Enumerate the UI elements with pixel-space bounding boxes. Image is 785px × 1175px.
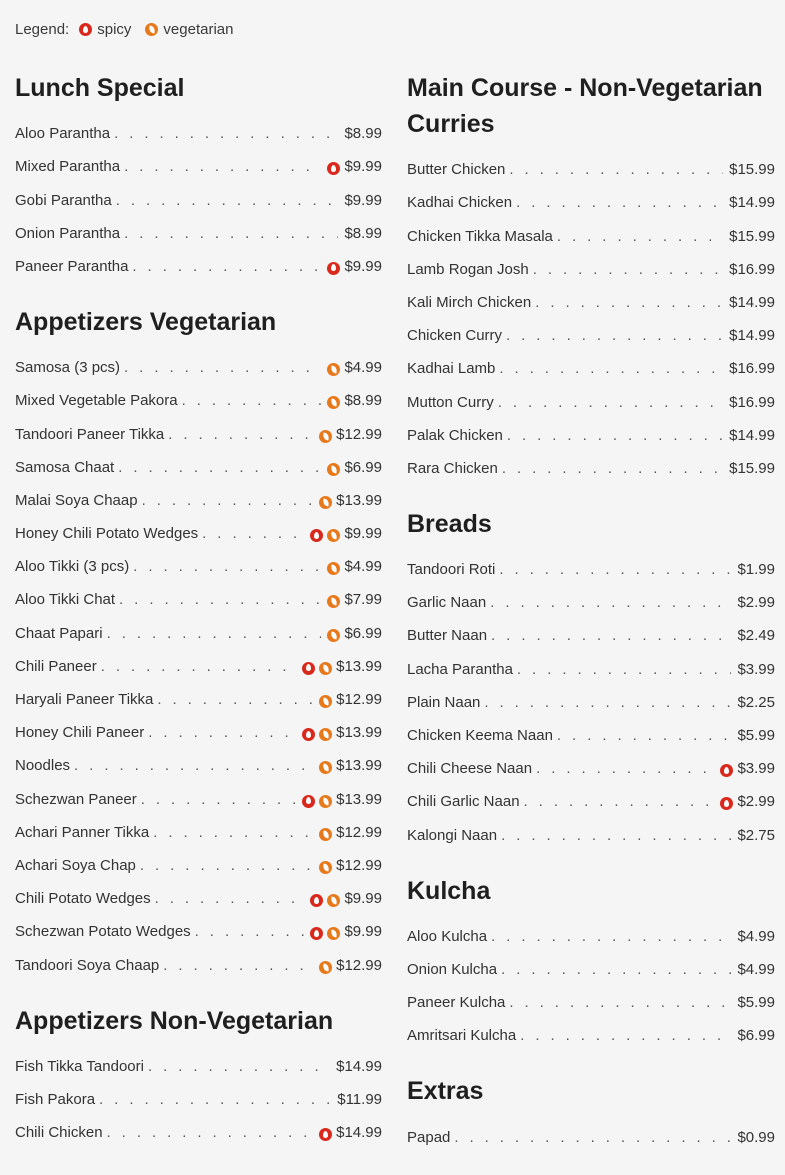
menu-item-name: Tandoori Roti	[407, 561, 496, 579]
menu-item-icons	[315, 430, 332, 450]
menu-item-name: Aloo Tikki (3 pcs)	[15, 558, 130, 576]
dot-leader	[535, 294, 723, 318]
menu-item-name: Haryali Paneer Tikka	[15, 691, 154, 708]
dot-leader	[99, 1091, 331, 1115]
dot-leader	[148, 724, 296, 748]
menu-item-icons	[323, 629, 340, 649]
menu-item	[15, 116, 382, 149]
menu-item-name: Chili Paneer	[15, 657, 97, 675]
menu-item	[15, 848, 382, 881]
vegetarian-leaf-icon	[319, 496, 332, 509]
menu-item-name: Chaat Papari	[15, 624, 103, 642]
menu-item	[407, 817, 775, 850]
menu-item-price: $0.99	[737, 1128, 775, 1146]
menu-item	[15, 383, 382, 416]
menu-item-price: $12.99	[336, 956, 382, 974]
menu-item	[15, 947, 382, 980]
menu-item	[407, 351, 775, 384]
menu-item-price: $16.99	[729, 393, 775, 411]
menu-item-price: $16.99	[729, 360, 775, 378]
menu-item-icons	[315, 828, 332, 848]
menu-item-price: $9.99	[344, 923, 382, 941]
menu-item	[407, 618, 775, 651]
dot-leader	[499, 561, 731, 585]
menu-item-price: $7.99	[344, 591, 382, 609]
menu-section-lunch-special	[15, 70, 382, 282]
dot-leader	[101, 658, 296, 682]
vegetarian-leaf-icon	[327, 595, 340, 608]
menu-item-price: $6.99	[344, 458, 382, 476]
menu-item	[15, 516, 382, 549]
menu-item-name: Mixed Parantha	[15, 158, 121, 176]
menu-section-breads	[407, 506, 775, 851]
dot-leader	[517, 661, 732, 685]
menu-item-name: Achari Panner Tikka	[15, 823, 150, 841]
dot-leader	[124, 225, 338, 249]
menu-item	[407, 651, 775, 684]
menu-item-name: Samosa Chaat	[15, 458, 115, 476]
menu-item-price: $8.99	[344, 224, 382, 242]
menu-item-price: $13.99	[336, 724, 382, 742]
menu-item-price: $1.99	[737, 561, 775, 579]
spicy-flame-icon	[302, 662, 315, 675]
menu-item	[15, 881, 382, 914]
menu-item-name: Fish Pakora	[15, 1090, 96, 1108]
menu-item-price: $2.25	[737, 693, 775, 711]
menu-item	[407, 252, 775, 285]
legend-spicy-label: spicy	[97, 21, 132, 38]
menu-item-price: $16.99	[729, 260, 775, 278]
section-title: Appetizers Vegetarian	[15, 307, 277, 336]
vegetarian-leaf-icon	[327, 529, 340, 542]
menu-item	[407, 751, 775, 784]
spicy-flame-icon	[720, 797, 733, 810]
menu-section-appetizers-non-vegetarian	[15, 1003, 382, 1149]
dot-leader	[168, 426, 313, 450]
menu-item-name: Chili Cheese Naan	[407, 760, 533, 778]
section-title: Appetizers Non-Vegetarian	[15, 1006, 334, 1035]
menu-item-name: Paneer Kulcha	[407, 994, 506, 1012]
legend-vegetarian-label: vegetarian	[163, 21, 234, 38]
menu-item-name: Chili Chicken	[15, 1124, 103, 1142]
dot-leader	[501, 961, 731, 985]
menu-item-name: Lacha Parantha	[407, 660, 513, 678]
menu-item	[407, 784, 775, 817]
dot-leader	[107, 1124, 314, 1148]
vegetarian-leaf-icon	[319, 761, 332, 774]
menu-item-name: Mixed Vegetable Pakora	[15, 392, 178, 410]
menu-item-price: $2.75	[737, 826, 775, 844]
menu-item	[15, 615, 382, 648]
menu-item-name: Chicken Keema Naan	[407, 727, 553, 744]
menu-item-icons	[323, 595, 340, 615]
menu-item	[15, 649, 382, 682]
vegetarian-leaf-icon	[327, 629, 340, 642]
menu-item	[407, 1119, 775, 1152]
dot-leader	[507, 427, 723, 451]
vegetarian-leaf-icon	[327, 363, 340, 376]
vegetarian-leaf-icon	[327, 927, 340, 940]
dot-leader	[533, 261, 723, 285]
menu-item	[407, 919, 775, 952]
menu-item-price: $3.99	[737, 760, 775, 778]
menu-item-icons	[306, 927, 340, 947]
menu-item-name: Chicken Tikka Masala	[407, 227, 553, 245]
menu-item	[407, 585, 775, 618]
menu-item	[407, 285, 775, 318]
menu-item-name: Aloo Tikki Chat	[15, 591, 116, 609]
dot-leader	[501, 827, 731, 851]
dot-leader	[491, 928, 731, 952]
menu-item-price: $9.99	[344, 890, 382, 908]
dot-leader	[506, 327, 723, 351]
dot-leader	[133, 558, 321, 582]
menu-item-icons	[323, 262, 340, 282]
menu-item-name: Chicken Curry	[407, 327, 503, 345]
menu-item-price: $5.99	[737, 727, 775, 744]
menu-item	[407, 451, 775, 484]
menu-item-price: $9.99	[344, 191, 382, 209]
menu-item-icons	[323, 363, 340, 383]
menu-item-price: $9.99	[344, 257, 382, 275]
dot-leader	[195, 923, 305, 947]
dot-leader	[124, 158, 321, 182]
dot-leader	[509, 994, 731, 1018]
menu-item-name: Tandoori Soya Chaap	[15, 956, 160, 974]
menu-item-name: Noodles	[15, 757, 71, 775]
menu-item-icons	[315, 961, 332, 981]
menu-item-icons	[315, 861, 332, 881]
menu-item-name: Achari Soya Chap	[15, 856, 136, 874]
menu-item	[407, 185, 775, 218]
menu-item-name: Kalongi Naan	[407, 826, 498, 844]
vegetarian-leaf-icon	[327, 562, 340, 575]
dot-leader	[499, 360, 723, 384]
menu-item-price: $13.99	[336, 657, 382, 675]
menu-item-name: Plain Naan	[407, 693, 481, 711]
menu-item	[407, 152, 775, 185]
vegetarian-leaf-icon	[327, 894, 340, 907]
dot-leader	[116, 192, 339, 216]
menu-item-icons	[315, 496, 332, 516]
menu-item	[15, 182, 382, 215]
menu-item-price: $14.99	[729, 293, 775, 311]
menu-item-price: $13.99	[336, 491, 382, 509]
menu-item	[407, 1018, 775, 1051]
menu-item	[15, 483, 382, 516]
menu-item-name: Papad	[407, 1128, 451, 1146]
vegetarian-leaf-icon	[145, 23, 158, 36]
legend-label: Legend:	[15, 21, 70, 38]
menu-item-name: Fish Tikka Tandoori	[15, 1057, 144, 1075]
vegetarian-leaf-icon	[319, 728, 332, 741]
menu-item-price: $15.99	[729, 227, 775, 245]
menu-item	[407, 985, 775, 1018]
menu-item-icons	[315, 1128, 332, 1148]
menu-item	[15, 748, 382, 781]
dot-leader	[490, 594, 731, 618]
menu-item	[15, 715, 382, 748]
menu-item-name: Samosa (3 pcs)	[15, 359, 121, 377]
menu-item-name: Lamb Rogan Josh	[407, 260, 529, 278]
menu-item-price: $15.99	[729, 161, 775, 179]
legend-spicy	[79, 21, 131, 38]
menu-item-name: Paneer Parantha	[15, 257, 129, 275]
menu-item	[407, 552, 775, 585]
vegetarian-leaf-icon	[319, 961, 332, 974]
menu-item-name: Onion Kulcha	[407, 960, 498, 978]
menu-item	[15, 450, 382, 483]
legend-vegetarian	[145, 21, 233, 38]
menu-column-left	[15, 70, 382, 1170]
menu-item	[15, 1115, 382, 1148]
dot-leader	[509, 161, 723, 185]
menu-item	[407, 685, 775, 718]
menu-item	[15, 149, 382, 182]
menu-item	[15, 416, 382, 449]
spicy-flame-icon	[310, 927, 323, 940]
menu-item-price: $9.99	[344, 525, 382, 543]
menu-item-price: $4.99	[344, 359, 382, 377]
menu-item	[15, 682, 382, 715]
menu-item-icons	[716, 764, 733, 784]
menu-section-extras	[407, 1073, 775, 1152]
dot-leader	[557, 228, 723, 252]
menu-item-name: Chili Potato Wedges	[15, 890, 151, 908]
menu-item-price: $14.99	[336, 1057, 382, 1075]
vegetarian-leaf-icon	[319, 795, 332, 808]
menu-item-name: Malai Soya Chaap	[15, 491, 138, 509]
menu-item-name: Butter Naan	[407, 627, 488, 645]
menu-item-price: $5.99	[737, 994, 775, 1012]
menu-item-name: Chili Garlic Naan	[407, 793, 520, 811]
dot-leader	[157, 691, 313, 715]
menu-item-name: Schezwan Paneer	[15, 790, 137, 808]
menu-item-name: Schezwan Potato Wedges	[15, 923, 191, 941]
menu-item-icons	[323, 162, 340, 182]
menu-item	[15, 350, 382, 383]
menu-item-name: Kadhai Chicken	[407, 194, 513, 212]
menu-item-name: Kali Mirch Chicken	[407, 293, 532, 311]
dot-leader	[155, 890, 305, 914]
menu-item-name: Onion Parantha	[15, 224, 121, 242]
vegetarian-leaf-icon	[327, 463, 340, 476]
menu-item	[15, 582, 382, 615]
section-title: Breads	[407, 509, 492, 538]
section-title: Lunch Special	[15, 74, 185, 102]
menu-item	[15, 216, 382, 249]
menu-item	[407, 418, 775, 451]
menu-item-price: $2.49	[737, 627, 775, 645]
menu-item-name: Gobi Parantha	[15, 191, 112, 209]
dot-leader	[520, 1027, 731, 1051]
menu-item	[15, 914, 382, 947]
menu-item-icons	[315, 761, 332, 781]
menu-item-price: $14.99	[336, 1124, 382, 1142]
menu-item	[407, 384, 775, 417]
menu-section-main-course-non-vegetarian-curries	[407, 70, 775, 484]
spicy-flame-icon	[302, 728, 315, 741]
menu-item-price: $3.99	[737, 660, 775, 678]
menu-item-price: $12.99	[336, 856, 382, 874]
menu-item	[15, 1082, 382, 1115]
menu-item-icons	[306, 894, 340, 914]
menu-item	[407, 318, 775, 351]
menu-item-price: $2.99	[737, 793, 775, 811]
menu-item-name: Rara Chicken	[407, 459, 498, 477]
menu-item-price: $15.99	[729, 459, 775, 477]
dot-leader	[536, 760, 714, 784]
dot-leader	[74, 757, 313, 781]
menu-item-price: $13.99	[336, 757, 382, 775]
spicy-flame-icon	[327, 262, 340, 275]
menu-item-name: Honey Chili Potato Wedges	[15, 525, 199, 543]
dot-leader	[119, 591, 321, 615]
menu-item-icons	[323, 562, 340, 582]
menu-item-price: $8.99	[344, 125, 382, 143]
dot-leader	[491, 627, 731, 651]
dot-leader	[148, 1058, 330, 1082]
menu-item-icons	[298, 795, 332, 815]
dot-leader	[140, 857, 313, 881]
menu-item-name: Honey Chili Paneer	[15, 724, 145, 742]
menu-item	[15, 1049, 382, 1082]
dot-leader	[118, 459, 321, 483]
menu-item-price: $4.99	[737, 927, 775, 945]
dot-leader	[454, 1129, 731, 1153]
spicy-flame-icon	[319, 1128, 332, 1141]
menu-item	[15, 781, 382, 814]
spicy-flame-icon	[310, 894, 323, 907]
dot-leader	[153, 824, 313, 848]
vegetarian-leaf-icon	[319, 861, 332, 874]
dot-leader	[502, 460, 723, 484]
vegetarian-leaf-icon	[327, 396, 340, 409]
menu-item-price: $12.99	[336, 691, 382, 708]
dot-leader	[557, 727, 732, 751]
dot-leader	[163, 957, 313, 981]
menu-item-name: Butter Chicken	[407, 161, 506, 179]
dot-leader	[182, 392, 322, 416]
spicy-flame-icon	[720, 764, 733, 777]
dot-leader	[498, 394, 723, 418]
menu-item-price: $2.99	[737, 594, 775, 612]
dot-leader	[524, 793, 715, 817]
menu-item-price: $4.99	[737, 960, 775, 978]
menu-item-icons	[323, 463, 340, 483]
dot-leader	[141, 791, 296, 815]
menu-item-name: Amritsari Kulcha	[407, 1027, 517, 1045]
menu-item-price: $14.99	[729, 327, 775, 345]
dot-leader	[107, 625, 322, 649]
menu-item-icons	[298, 728, 332, 748]
menu-item-name: Mutton Curry	[407, 393, 494, 411]
menu-column-right	[407, 70, 775, 1175]
dot-leader	[124, 359, 321, 383]
menu-item-icons	[306, 529, 340, 549]
menu-item-name: Aloo Parantha	[15, 125, 111, 143]
menu-item	[407, 952, 775, 985]
menu-item	[407, 718, 775, 751]
vegetarian-leaf-icon	[319, 430, 332, 443]
menu-item-price: $14.99	[729, 426, 775, 444]
dot-leader	[202, 525, 304, 549]
spicy-flame-icon	[302, 795, 315, 808]
menu-item-price: $8.99	[344, 392, 382, 410]
menu-item-name: Aloo Kulcha	[407, 927, 488, 945]
menu-section-appetizers-vegetarian	[15, 304, 382, 981]
dot-leader	[114, 125, 338, 149]
section-title: Extras	[407, 1077, 484, 1106]
dot-leader	[132, 258, 321, 282]
menu-section-kulcha	[407, 873, 775, 1052]
section-title: Kulcha	[407, 876, 491, 905]
vegetarian-leaf-icon	[319, 662, 332, 675]
menu-item-price: $4.99	[344, 558, 382, 576]
vegetarian-leaf-icon	[319, 828, 332, 841]
menu-item	[15, 549, 382, 582]
menu-item-name: Garlic Naan	[407, 594, 487, 612]
menu-item-icons	[323, 396, 340, 416]
dot-leader	[516, 194, 723, 218]
menu-item-icons	[315, 695, 332, 715]
spicy-flame-icon	[79, 23, 92, 36]
menu-item-price: $11.99	[337, 1090, 382, 1108]
menu-item-name: Kadhai Lamb	[407, 360, 496, 378]
menu-item-name: Tandoori Paneer Tikka	[15, 425, 165, 443]
menu-item-price: $12.99	[336, 425, 382, 443]
dot-leader	[484, 694, 731, 718]
menu-item-icons	[716, 797, 733, 817]
dot-leader	[142, 492, 314, 516]
menu-item-price: $13.99	[336, 790, 382, 808]
menu-item	[15, 815, 382, 848]
menu-item-price: $9.99	[344, 158, 382, 176]
menu-item	[407, 218, 775, 251]
spicy-flame-icon	[310, 529, 323, 542]
vegetarian-leaf-icon	[319, 695, 332, 708]
spicy-flame-icon	[327, 162, 340, 175]
menu-item-price: $6.99	[344, 624, 382, 642]
menu-item-price: $12.99	[336, 823, 382, 841]
menu-item-price: $14.99	[729, 194, 775, 212]
menu-item-icons	[298, 662, 332, 682]
menu-item-price: $6.99	[737, 1027, 775, 1045]
menu-item	[15, 249, 382, 282]
legend	[15, 21, 233, 38]
section-title: Main Course - Non-Vegetarian Curries	[407, 74, 763, 138]
menu-item-name: Palak Chicken	[407, 426, 503, 444]
